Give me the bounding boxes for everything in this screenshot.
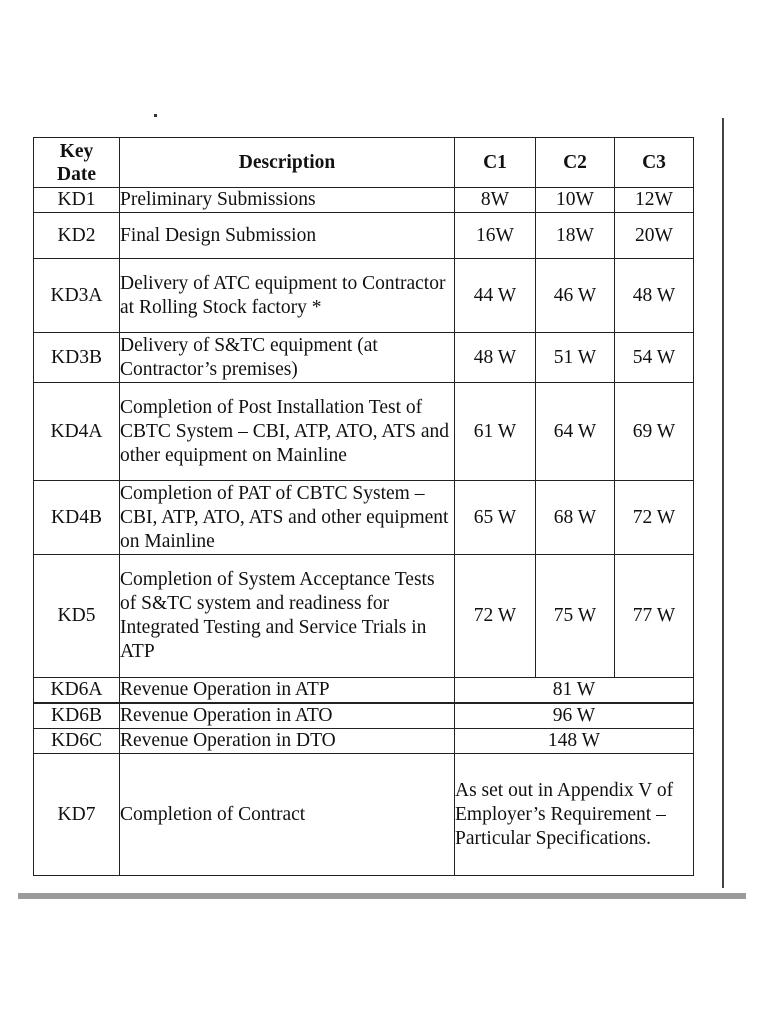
- merged-value-cell: 96 W: [455, 703, 694, 729]
- page-bottom-bar: [18, 893, 746, 899]
- c1-cell: 16W: [455, 213, 536, 259]
- key-date-cell: KD4A: [34, 383, 120, 481]
- page-right-border: [722, 118, 724, 888]
- description-cell: Completion of PAT of CBTC System – CBI, ATP, ATO, ATS and other equipment on Mainline: [120, 481, 455, 555]
- key-date-cell: KD2: [34, 213, 120, 259]
- description-cell: Delivery of S&TC equipment (at Contractor’s premises): [120, 333, 455, 383]
- table-row: [34, 259, 694, 333]
- c3-cell: 69 W: [615, 383, 694, 481]
- c1-cell: 72 W: [455, 555, 536, 678]
- key-date-cell: KD3A: [34, 259, 120, 333]
- table-row: [34, 703, 694, 729]
- table-row: [34, 754, 694, 876]
- header-c2: C2: [536, 138, 615, 188]
- c2-cell: 10W: [536, 188, 615, 213]
- key-date-cell: KD7: [34, 754, 120, 876]
- merged-note-cell: As set out in Appendix V of Employer’s Requirement – Particular Specifications.: [455, 754, 694, 876]
- table-row: [34, 481, 694, 555]
- merged-value-cell: 81 W: [455, 678, 694, 704]
- c3-cell: 48 W: [615, 259, 694, 333]
- c3-cell: 77 W: [615, 555, 694, 678]
- key-date-cell: KD3B: [34, 333, 120, 383]
- key-date-cell: KD6C: [34, 729, 120, 754]
- c1-cell: 65 W: [455, 481, 536, 555]
- table-row: [34, 188, 694, 213]
- c1-cell: 8W: [455, 188, 536, 213]
- stray-mark: [154, 114, 157, 117]
- c3-cell: 20W: [615, 213, 694, 259]
- table-row: [34, 729, 694, 754]
- key-date-cell: KD6A: [34, 678, 120, 704]
- description-cell: Completion of System Acceptance Tests of S&TC system and readiness for Integrated Testing and Service Trials in ATP: [120, 555, 455, 678]
- c2-cell: 68 W: [536, 481, 615, 555]
- table-row: [34, 678, 694, 704]
- header-c1: C1: [455, 138, 536, 188]
- c3-cell: 12W: [615, 188, 694, 213]
- table-row: [34, 383, 694, 481]
- header-c3: C3: [615, 138, 694, 188]
- c2-cell: 75 W: [536, 555, 615, 678]
- c2-cell: 18W: [536, 213, 615, 259]
- c3-cell: 54 W: [615, 333, 694, 383]
- header-key-date: Key Date: [34, 138, 120, 188]
- header-row: [34, 138, 694, 188]
- table-row: [34, 555, 694, 678]
- key-dates-table: [33, 137, 694, 876]
- c3-cell: 72 W: [615, 481, 694, 555]
- description-cell: Preliminary Submissions: [120, 188, 455, 213]
- table-row: [34, 333, 694, 383]
- c2-cell: 51 W: [536, 333, 615, 383]
- c1-cell: 44 W: [455, 259, 536, 333]
- header-description: Description: [120, 138, 455, 188]
- c1-cell: 48 W: [455, 333, 536, 383]
- merged-value-cell: 148 W: [455, 729, 694, 754]
- c2-cell: 46 W: [536, 259, 615, 333]
- key-date-cell: KD4B: [34, 481, 120, 555]
- description-cell: Revenue Operation in DTO: [120, 729, 455, 754]
- c1-cell: 61 W: [455, 383, 536, 481]
- description-cell: Revenue Operation in ATP: [120, 678, 455, 704]
- description-cell: Revenue Operation in ATO: [120, 703, 455, 729]
- key-date-cell: KD1: [34, 188, 120, 213]
- key-date-cell: KD6B: [34, 703, 120, 729]
- table-row: [34, 213, 694, 259]
- description-cell: Completion of Contract: [120, 754, 455, 876]
- description-cell: Final Design Submission: [120, 213, 455, 259]
- description-cell: Completion of Post Installation Test of CBTC System – CBI, ATP, ATO, ATS and other equipment on Mainline: [120, 383, 455, 481]
- c2-cell: 64 W: [536, 383, 615, 481]
- description-cell: Delivery of ATC equipment to Contractor at Rolling Stock factory *: [120, 259, 455, 333]
- key-date-cell: KD5: [34, 555, 120, 678]
